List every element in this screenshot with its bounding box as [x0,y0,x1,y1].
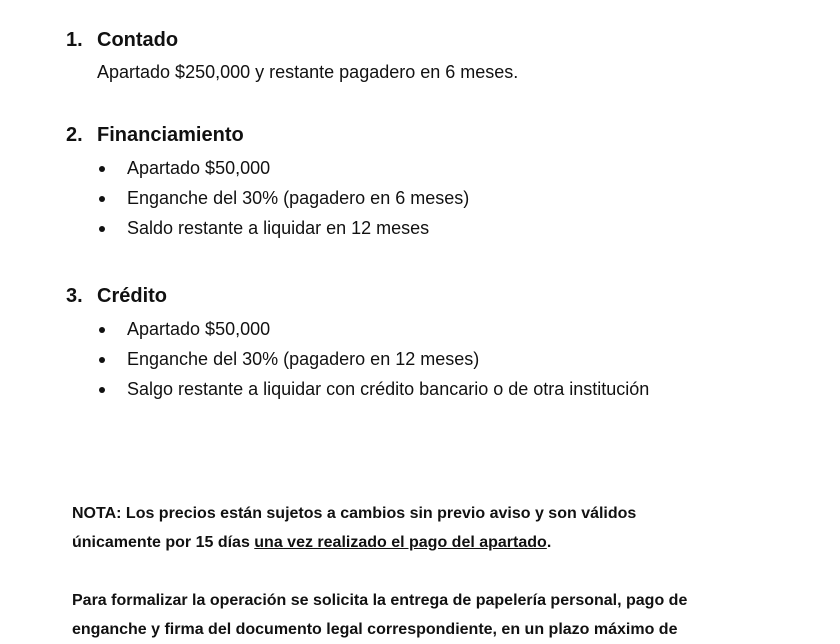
option-bullet-list [66,153,806,243]
option-number: 1. [66,29,83,51]
bullet-icon [99,327,105,333]
option-description: Apartado $250,000 y restante pagadero en 6 meses. [97,62,519,82]
option-bullet-list [66,314,806,404]
bullet-icon [99,166,105,172]
list-item-text: Apartado $50,000 [127,319,271,339]
note-text: . [546,534,552,551]
list-item [66,153,806,183]
list-item [66,344,806,374]
paragraph-line: Para formalizar la operación se solicita la entrega de papelería personal, pago de [72,592,688,609]
bullet-icon [99,196,105,202]
option-title: Financiamiento [97,124,244,146]
formalization-paragraph [72,586,832,644]
list-item-text: Enganche del 30% (pagadero en 12 meses) [127,349,480,369]
option-financiamiento [66,123,806,243]
bullet-icon [99,387,105,393]
price-note [72,499,802,557]
note-underlined-text: una vez realizado el pago del apartado [254,534,547,551]
option-title: Contado [97,29,179,51]
list-item-text: Saldo restante a liquidar en 12 meses [127,218,430,238]
option-heading [66,284,806,308]
bullet-icon [99,357,105,363]
list-item-text: Enganche del 30% (pagadero en 6 meses) [127,188,470,208]
bullet-icon [99,226,105,232]
list-item-text: Salgo restante a liquidar con crédito bancario o de otra institución [127,379,650,399]
option-heading [66,28,806,52]
note-line: NOTA: Los precios están sujetos a cambios sin previo aviso y son válidos [72,505,637,522]
option-number: 3. [66,285,83,307]
option-number: 2. [66,124,83,146]
option-heading [66,123,806,147]
paragraph-line: enganche y firma del documento legal correspondiente, en un plazo máximo de [72,621,678,638]
option-contado [66,28,806,84]
list-item [66,374,806,404]
list-item [66,314,806,344]
note-line [72,528,802,557]
option-title: Crédito [97,285,167,307]
note-text: únicamente por 15 días [72,534,255,551]
list-item [66,183,806,213]
list-item-text: Apartado $50,000 [127,158,271,178]
list-item [66,213,806,243]
option-credito [66,284,806,404]
